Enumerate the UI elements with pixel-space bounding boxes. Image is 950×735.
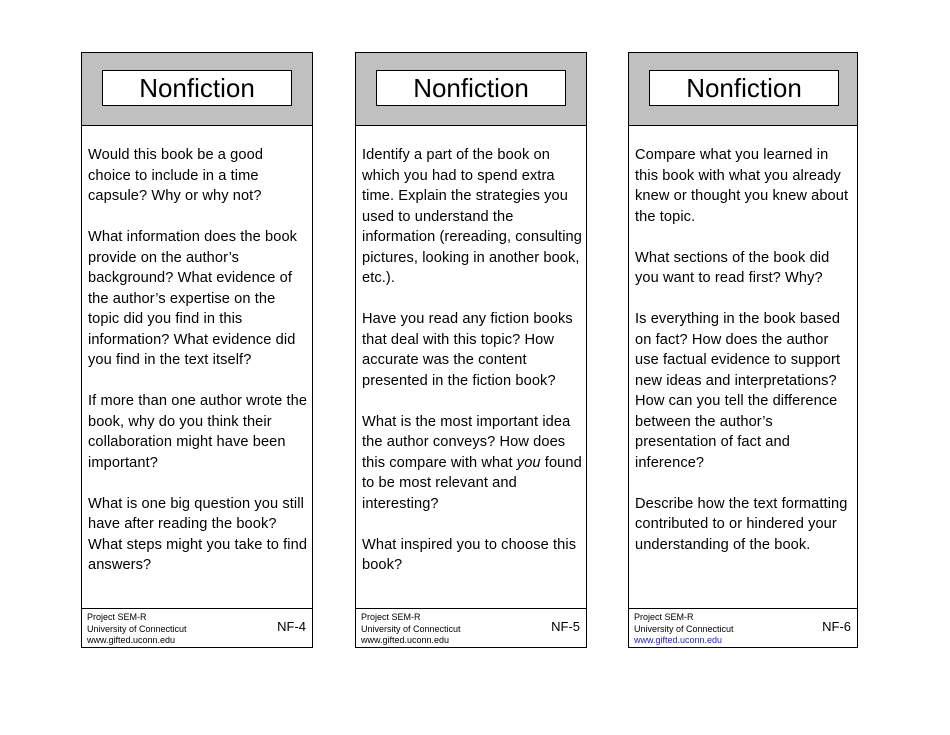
- footer-credits: [361, 612, 461, 647]
- question-text: What information does the book provide on the author’s background? What evidence of the author’s expertise on the topic did you find in this information? What evidence did you find in the text itself?: [88, 229, 298, 368]
- card-header: [629, 53, 857, 126]
- question-text: Compare what you learned in this book with what you already knew or thought you knew about the topic.: [635, 147, 849, 225]
- card-title: Nonfiction: [649, 70, 839, 106]
- footer-project: Project SEM-R: [87, 612, 147, 622]
- card-questions: [635, 145, 853, 576]
- footer-url: www.gifted.uconn.edu: [361, 635, 450, 645]
- card-footer: [629, 608, 857, 647]
- footer-university: University of Connecticut: [361, 623, 461, 634]
- question-emphasis: you: [516, 454, 541, 471]
- card-header: [356, 53, 586, 126]
- card-header: [82, 53, 312, 126]
- question-text: What inspired you to choose this book?: [362, 536, 577, 573]
- card-footer: [82, 608, 312, 647]
- question-text: Would this book be a good choice to include in a time capsule? Why or why not?: [88, 147, 264, 204]
- question-text: What sections of the book did you want to read first? Why?: [635, 249, 830, 286]
- bookmark-card-nf5: [355, 52, 587, 648]
- question-text: Identify a part of the book on which you had to spend extra time. Explain the strategies you used to understand the information (rereading, consulting pictures, looking in another book, etc.).: [362, 147, 582, 286]
- footer-credits: [87, 612, 187, 647]
- question-text: What is one big question you still have after reading the book? What steps might you take to find answers?: [88, 495, 308, 573]
- question-text: Is everything in the book based on fact? How does the author use factual evidence to support new ideas and interpretations? How can you tell the difference between the author’s presentation of fact and inference?: [635, 311, 841, 471]
- footer-university: University of Connecticut: [634, 623, 734, 634]
- card-questions: [88, 145, 308, 596]
- card-title: Nonfiction: [102, 70, 292, 106]
- card-code: NF-6: [822, 619, 851, 634]
- question-text: [362, 412, 582, 515]
- footer-credits: [634, 612, 734, 647]
- card-code: NF-5: [551, 619, 580, 634]
- question-text: Describe how the text formatting contributed to or hindered your understanding of the book.: [635, 495, 848, 553]
- footer-project: Project SEM-R: [361, 612, 421, 622]
- question-text-before: What is the most important idea the author conveys? How does this compare with what: [362, 413, 571, 471]
- question-text-after: found to be most relevant and interesting?: [362, 454, 582, 512]
- question-text: If more than one author wrote the book, why do you think their collaboration might have been important?: [88, 393, 308, 471]
- bookmark-card-nf4: [81, 52, 313, 648]
- card-questions: [362, 145, 582, 596]
- card-title: Nonfiction: [376, 70, 566, 106]
- card-code: NF-4: [277, 619, 306, 634]
- question-text: Have you read any fiction books that deal with this topic? How accurate was the content presented in the fiction book?: [362, 311, 573, 389]
- card-footer: [356, 608, 586, 647]
- footer-url-link[interactable]: www.gifted.uconn.edu: [634, 635, 723, 645]
- footer-university: University of Connecticut: [87, 623, 187, 634]
- footer-project: Project SEM-R: [634, 612, 694, 622]
- footer-url: www.gifted.uconn.edu: [87, 635, 176, 645]
- bookmark-card-nf6: [628, 52, 858, 648]
